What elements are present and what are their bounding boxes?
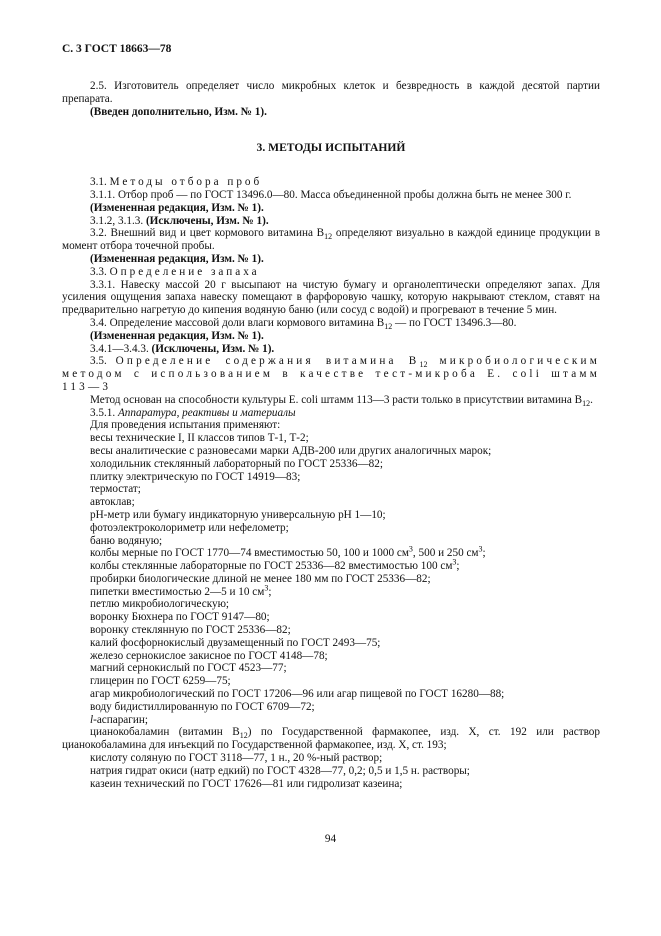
paragraph-3-1-2 (62, 215, 600, 228)
text-run: колбы мерные по ГОСТ 1770—74 вместимостью 50, 100 и 1000 см (90, 547, 409, 560)
list-item: глицерин по ГОСТ 6259—75; (90, 675, 231, 688)
text-run: l (90, 713, 94, 726)
list-item: агар микробиологический по ГОСТ 17206—96 или агар пищевой по ГОСТ 16280—88; (90, 688, 505, 701)
subsection-title: Методы отбора проб (109, 176, 263, 189)
list-item: воду бидистиллированную по ГОСТ 6709—72; (90, 700, 315, 713)
list-item: баню водяную; (90, 534, 163, 547)
page-header: С. 3 ГОСТ 18663—78 (62, 43, 172, 55)
amendment-note: (Исключены, Изм. № 1). (145, 214, 269, 227)
list-item: плитку электрическую по ГОСТ 14919—83; (90, 470, 301, 483)
text-run: Метод основан на способности культуры E. coli штамм 113—3 расти только в присутствии витамина B (90, 393, 583, 406)
list-item (62, 582, 600, 599)
list-item: воронку Бюхнера по ГОСТ 9147—80; (90, 611, 270, 624)
list-item (62, 544, 600, 560)
list-item: кислоту соляную по ГОСТ 3118—77, 1 н., 20 %-ный раствор; (90, 752, 383, 765)
text-run: ; (268, 585, 272, 598)
amendment-note: (Измененная редакция, Изм. № 1). (90, 252, 264, 265)
text-run: 3.2. Внешний вид и цвет кормового витамина B (90, 227, 325, 240)
equipment-intro: Для проведения испытания применяют: (90, 419, 281, 432)
paragraph-3-4-1 (62, 343, 600, 356)
amendment-note: (Измененная редакция, Изм. № 1). (90, 201, 264, 214)
text-run: ) по Государственной фармакопее, изд. X, ст. 192 или раствор цианокобаламина для инъекций по Государственной фармакопее, изд. X, ст. 193; (62, 726, 600, 752)
text-run: цианокобаламин (витамин B (90, 726, 240, 739)
subsection-number: 3.5. (90, 355, 107, 368)
superscript: 3 (408, 544, 413, 554)
subsection-3-3-title (62, 266, 600, 279)
document-body (62, 80, 600, 790)
list-item: холодильник стеклянный лабораторный по ГОСТ 25336—82; (90, 457, 383, 470)
list-item: казеин технический по ГОСТ 17626—81 или гидролизат казеина; (90, 777, 403, 790)
list-item: петлю микробиологическую; (90, 598, 230, 611)
amendment-note: (Исключены, Изм. № 1). (151, 342, 275, 355)
list-item: железо сернокислое закисное по ГОСТ 4148—78; (90, 649, 328, 662)
subsection-number: 3.1. (90, 176, 107, 189)
text-run: . (590, 393, 593, 406)
paragraph-number: 3.1.2, 3.1.3. (90, 214, 144, 227)
page-number: 94 (324, 833, 337, 845)
paragraph-3-1-1: 3.1.1. Отбор проб — по ГОСТ 13496.0—80. Масса объединенной пробы должна быть не менее 300 г. (90, 188, 572, 201)
subscript: 12 (384, 322, 393, 332)
paragraph-3-4 (62, 317, 600, 330)
subsection-number: 3.3. (90, 265, 107, 278)
text-run: 3.4. Определение массовой доли влаги кормового витамина B (90, 316, 385, 329)
text-run: — по ГОСТ 13496.3—80. (392, 316, 517, 329)
list-item: воронку стеклянную по ГОСТ 25336—82; (90, 624, 291, 637)
section-title: 3. МЕТОДЫ ИСПЫТАНИЙ (256, 141, 406, 155)
list-item: весы аналитические с разновесами марки АДВ-200 или других аналогичных марок; (90, 444, 492, 457)
subsection-title-rest: микробиологическим методом с использованием в качестве тест-микроба E. coli штамм 113—3 (62, 355, 600, 393)
list-item: пробирки биологические длиной не менее 180 мм по ГОСТ 25336—82; (90, 572, 431, 585)
subsection-title: Определение запаха (109, 265, 260, 278)
superscript: 3 (264, 582, 269, 592)
text-run: , 500 и 250 см (412, 547, 479, 560)
text-run: пипетки вместимостью 2—5 и 10 см (90, 585, 265, 598)
paragraph-title: Аппаратура, реактивы и материалы (117, 406, 296, 419)
subscript: 12 (324, 232, 333, 242)
paragraph-2-5: 2.5. Изготовитель определяет число микробных клеток и безвредность в каждой десятой партии препарата. (62, 80, 600, 105)
list-item (62, 726, 600, 752)
text-run: -аспарагин; (93, 713, 148, 726)
text-run: определяют визуально в каждой единице продукции в момент отбора точечной пробы. (62, 227, 600, 253)
list-item: натрия гидрат окиси (натр едкий) по ГОСТ 4328—77, 0,2; 0,5 и 1,5 н. растворы; (90, 764, 470, 777)
paragraph-number: 3.5.1. (90, 406, 116, 419)
list-item: магний сернокислый по ГОСТ 4523—77; (90, 662, 287, 675)
superscript: 3 (452, 557, 457, 567)
superscript: 3 (478, 544, 483, 554)
list-item: весы технические I, II классов типов Т-1, Т-2; (90, 432, 309, 445)
subsection-3-5-title (62, 355, 600, 393)
subscript: 12 (419, 360, 428, 370)
subscript: 12 (239, 731, 248, 741)
subsection-title: Определение содержания витамина B (115, 355, 420, 368)
paragraph-3-3-1: 3.3.1. Навеску массой 20 г высыпают на чистую бумагу и органолептически определяют запах. Для усиления ощущения запаха навеску помещают в фарфоровую чашку, которую накрывают стеклом, ставят на предварительно нагретую до кипения водяную баню (или сосуд с водой) и прогревают в течение 5 мин. (62, 278, 600, 317)
subscript: 12 (582, 398, 591, 408)
list-item: калий фосфорнокислый двузамещенный по ГОСТ 2493—75; (90, 636, 381, 649)
paragraph-number: 3.4.1—3.4.3. (90, 342, 149, 355)
paragraph-3-2 (62, 227, 600, 253)
text-run: колбы стеклянные лабораторные по ГОСТ 25336—82 вместимостью 100 см (90, 560, 453, 573)
text-run: ; (482, 547, 486, 560)
text-run: ; (456, 560, 460, 573)
list-item (62, 557, 600, 573)
paragraph-3-5-1 (62, 407, 600, 420)
list-item: автоклав; (90, 496, 135, 509)
amendment-note: (Введен дополнительно, Изм. № 1). (90, 105, 267, 118)
list-item: фотоэлектроколориметр или нефелометр; (90, 521, 289, 534)
subsection-3-1-title (62, 176, 600, 189)
method-principle (62, 394, 600, 407)
amendment-note: (Измененная редакция, Изм. № 1). (90, 329, 264, 342)
list-item: термостат; (90, 483, 141, 496)
list-item: рН-метр или бумагу индикаторную универсальную рН 1—10; (90, 508, 386, 521)
list-item (62, 714, 600, 727)
